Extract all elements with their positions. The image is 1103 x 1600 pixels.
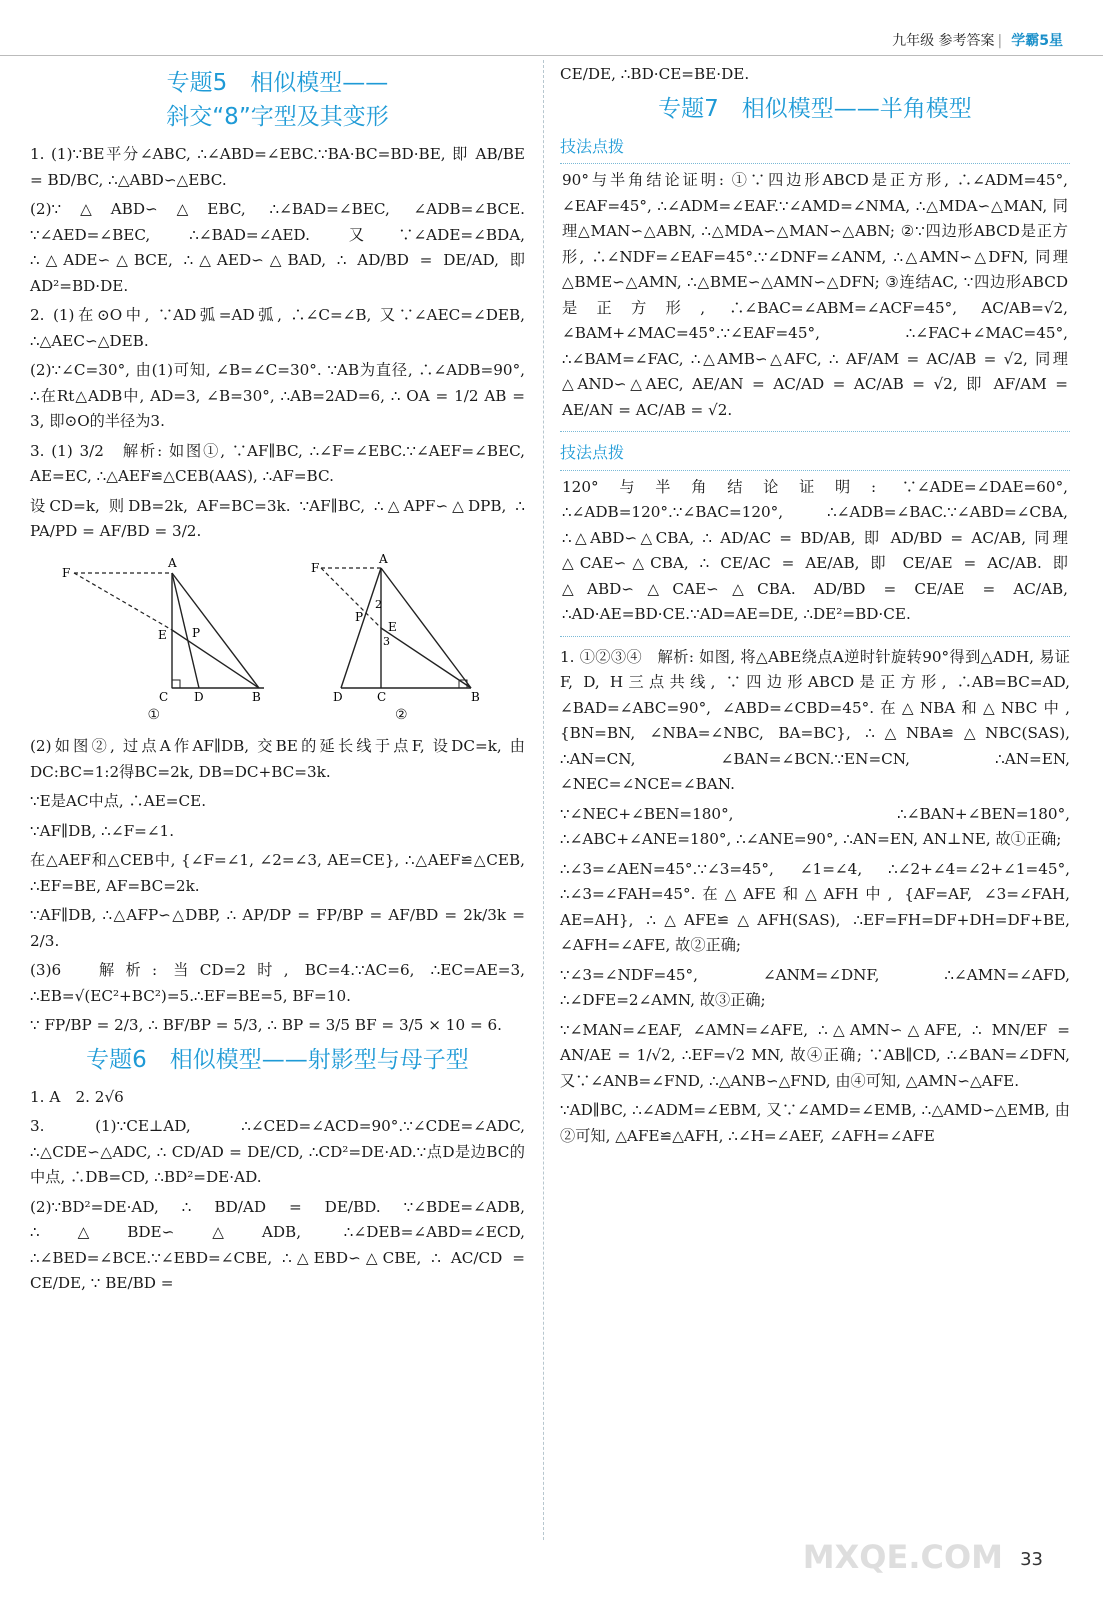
tips-text-2: 120°与半角结论证明: ∵∠ADE=∠DAE=60°, ∴∠ADB=120°.∵∠BAC=120°, ∴∠ADB=∠BAC.∵∠ABD=∠CBA, ∴△ABD∽△CBA, ∴ AD/AC = BD/AB, 即 AD/BD = AC/AB, 同理△CAE∽△CBA, ∴ CE/AC = AE/AB, 即 CE/AE = AC/AB. 即△ABD∽△CAE∽△CBA. AD/BD = CE/AE = AC/AB, ∴AD·AE=BD·CE.∵AD=AE=DE, ∴DE²=BD·CE.: [562, 477, 1068, 623]
page-header: 九年级 参考答案 | 学霸5星: [892, 33, 1063, 49]
q3-part7: ∵AF∥DB, ∴△AFP∽△DBP, ∴ AP/DP = FP/BP = AF/BD = 2k/3k = 2/3.: [30, 906, 525, 950]
figure-2-diagram: [291, 553, 511, 703]
svg-text:A: A: [379, 552, 388, 566]
t7-q1-part2: ∵∠NEC+∠BEN=180°, ∴∠BAN+∠BEN=180°, ∴∠ABC+∠ANE=180°, ∴∠ANE=90°, ∴AN=EN, AN⊥NE, 故①正确;: [560, 804, 1070, 848]
t7-q1-part6: ∵AD∥BC, ∴∠ADM=∠EBM, 又∵∠AMD=∠EMB, ∴△AMD∽△EMB, 由②可知, △AFE≌△AFH, ∴∠H=∠AEF, ∠AFH=∠AFE: [560, 1101, 1070, 1145]
q1-part1: 1. (1)∵BE平分∠ABC, ∴∠ABD=∠EBC.∵BA·BC=BD·BE, 即 AB/BE = BD/BC, ∴△ABD∽△EBC.: [30, 145, 525, 189]
svg-text:P: P: [191, 625, 200, 640]
figure-1-diagram: [44, 553, 264, 703]
header-rule: [0, 55, 1103, 56]
brand-logo: 学霸5星: [1011, 33, 1063, 49]
t6-q3-part2: (2)∵BD²=DE·AD, ∴ BD/AD = DE/BD. ∵∠BDE=∠ADB, ∴△BDE∽△ADB, ∴∠DEB=∠ABD=∠ECD, ∴∠BED=∠BCE.∵∠EBD=∠CBE, ∴△EBD∽△CBE, ∴ AC/CD = CE/DE, ∵ BE/BD =: [30, 1197, 525, 1292]
t7-q1-part5: ∵∠MAN=∠EAF, ∠AMN=∠AFE, ∴△AMN∽△AFE, ∴ MN/EF = AN/AE = 1/√2, ∴EF=√2 MN, 故④正确; ∵AB∥CD, ∴∠BAN=∠DFN, 又∵∠ANB=∠FND, ∴△ANB∽△FND, 由④可知, △AMN∽△AFE.: [560, 1020, 1070, 1090]
svg-text:E: E: [157, 627, 167, 642]
q1-part2: (2)∵△ABD∽△EBC, ∴∠BAD=∠BEC, ∠ADB=∠BCE. ∵∠AED=∠BEC, ∴∠BAD=∠AED. 又∵∠ADE=∠BDA, ∴△ADE∽△BCE, ∴△AED∽△BAD, ∴ AD/BD = DE/AD, 即 AD²=BD·DE.: [30, 200, 525, 295]
svg-text:D: D: [193, 689, 204, 703]
q3-part5: ∵AF∥DB, ∴∠F=∠1.: [30, 821, 175, 840]
svg-text:2: 2: [375, 597, 383, 611]
svg-text:P: P: [355, 609, 364, 624]
column-divider: [543, 60, 544, 1540]
page-number: 33: [1020, 1549, 1043, 1570]
q2-part2: (2)∵∠C=30°, 由(1)可知, ∠B=∠C=30°. ∵AB为直径, ∴∠ADB=90°, ∴在Rt△ADB中, AD=3, ∠B=30°, ∴AB=2AD=6, ∴ OA = 1/2 AB = 3, 即⊙O的半径为3.: [30, 361, 525, 430]
q3-part3: (2)如图②, 过点A作AF∥DB, 交BE的延长线于点F, 设DC=k, 由DC:BC=1:2得BC=2k, DB=DC+BC=3k.: [30, 737, 525, 781]
grade-label: 九年级: [892, 33, 935, 49]
figure-1: [44, 553, 264, 729]
figures: [30, 553, 525, 729]
q3-part9: ∵ FP/BP = 2/3, ∴ BF/BP = 5/3, ∴ BP = 3/5 BF = 3/5 × 10 = 6.: [30, 1016, 503, 1034]
t7-q1-part4: ∵∠3=∠NDF=45°, ∠ANM=∠DNF, ∴∠AMN=∠AFD, ∴∠DFE=2∠AMN, 故③正确;: [560, 965, 1070, 1009]
topic5-title: 专题5 相似模型—— 斜交“8”字型及其变形: [166, 70, 389, 130]
tips-heading-2: 技法点拨: [560, 443, 625, 462]
q3-part8: (3)6 解析: 当CD=2时, BC=4.∵AC=6, ∴EC=AE=3, ∴EB=√(EC²+BC²)=5.∴EF=BE=5, BF=10.: [30, 961, 525, 1005]
watermark: MXQE.COM: [802, 1538, 1003, 1576]
svg-text:C: C: [377, 689, 387, 703]
t6-q1-q2: 1. A 2. 2√6: [30, 1087, 124, 1106]
q3-part2: 设CD=k, 则DB=2k, AF=BC=3k. ∵AF∥BC, ∴△APF∽△DPB, ∴ PA/PD = AF/BD = 3/2.: [30, 496, 525, 540]
left-column: [30, 62, 525, 1301]
tips-heading-1: 技法点拨: [560, 136, 625, 156]
figure-2-label: ②: [394, 706, 408, 723]
q2-part1: 2. (1)在⊙O中, ∵AD弧=AD弧, ∴∠C=∠B, 又∵∠AEC=∠DEB, ∴△AEC∽△DEB.: [30, 306, 525, 350]
right-column: [560, 62, 1070, 1153]
continuation: CE/DE, ∴BD·CE=BE·DE.: [560, 65, 750, 83]
q3-part6: 在△AEF和△CEB中, {∠F=∠1, ∠2=∠3, AE=CE}, ∴△AEF≌△CEB, ∴EF=BE, AF=BC=2k.: [30, 851, 525, 895]
t6-q3-part1: 3. (1)∵CE⊥AD, ∴∠CED=∠ACD=90°.∵∠CDE=∠ADC, ∴△CDE∽△ADC, ∴ CD/AD = DE/CD, ∴CD²=DE·AD.∵点D是边BC的中点, ∴DB=CD, ∴BD²=DE·AD.: [30, 1117, 525, 1186]
tips-box-1: [560, 163, 1070, 432]
svg-text:C: C: [158, 689, 168, 703]
t7-q1-part3: ∴∠3=∠AEN=45°.∵∠3=45°, ∠1=∠4, ∴∠2+∠4=∠2+∠1=45°, ∴∠3=∠FAH=45°.在△AFE和△AFH中, {AF=AF, ∠3=∠FAH, AE=AH}, ∴△AFE≌△AFH(SAS), ∴EF=FH=DF+DH=DF+BE, ∠AFH=∠AFE, 故②正确;: [560, 859, 1070, 954]
figure-1-label: ①: [147, 706, 161, 723]
svg-text:D: D: [333, 689, 343, 703]
svg-text:F: F: [311, 560, 320, 575]
section-label: 参考答案: [938, 33, 995, 49]
svg-text:E: E: [388, 619, 398, 634]
svg-text:A: A: [167, 555, 177, 570]
svg-text:B: B: [251, 689, 261, 703]
topic7-title: 专题7 相似模型——半角模型: [658, 95, 972, 122]
svg-text:F: F: [61, 565, 71, 580]
q3-part1: 3. (1) 3/2 解析: 如图①, ∵AF∥BC, ∴∠F=∠EBC.∵∠AEF=∠BEC, AE=EC, ∴△AEF≌△CEB(AAS), ∴AF=BC.: [30, 441, 525, 485]
t7-q1-part1: 1. ①②③④ 解析: 如图, 将△ABE绕点A逆时针旋转90°得到△ADH, 易证F, D, H三点共线, ∵四边形ABCD是正方形, ∴AB=BC=AD, ∠BAD=∠ABC=90°, ∠ABD=∠CBD=45°.在△NBA和△NBC中, {BN=BN, ∠NBA=∠NBC, BA=BC}, ∴△NBA≌△NBC(SAS), ∴AN=CN, ∠BAN=∠BCN.∵EN=CN, ∴AN=EN, ∠NEC=∠NCE=∠BAN.: [560, 647, 1070, 793]
svg-text:B: B: [471, 689, 481, 703]
svg-text:3: 3: [383, 634, 391, 648]
q3-part4: ∵E是AC中点, ∴AE=CE.: [30, 792, 207, 810]
tips-text-1: 90°与半角结论证明: ①∵四边形ABCD是正方形, ∴∠ADM=45°, ∠EAF=45°, ∴∠ADM=∠EAF.∵∠AMD=∠NMA, ∴△MDA∽△MAN, 同理△MAN∽△ABN, ∴△MDA∽△MAN∽△ABN; ②∵四边形ABCD是正方形, ∴∠NDF=∠EAF=45°.∵∠DNF=∠ANM, ∴△AMN∽△DFN, 同理△BME∽△AMN, ∴△BME∽△AMN∽△DFN; ③连结AC, ∵四边形ABCD是正方形, ∴∠BAC=∠ABM=∠ACF=45°, AC/AB=√2, ∠BAM+∠MAC=45°.∵∠EAF=45°, ∴∠FAC+∠MAC=45°, ∴∠BAM=∠FAC, ∴△AMB∽△AFC, ∴ AF/AM = AC/AB = √2, 同理△AND∽△AEC, AE/AN = AC/AD = AC/AB = √2, 即 AF/AM = AE/AN = AC/AB = √2.: [562, 171, 1068, 419]
topic6-title: 专题6 相似模型——射影型与母子型: [86, 1046, 469, 1073]
tips-box-2: [560, 470, 1070, 637]
figure-2: [291, 553, 511, 729]
